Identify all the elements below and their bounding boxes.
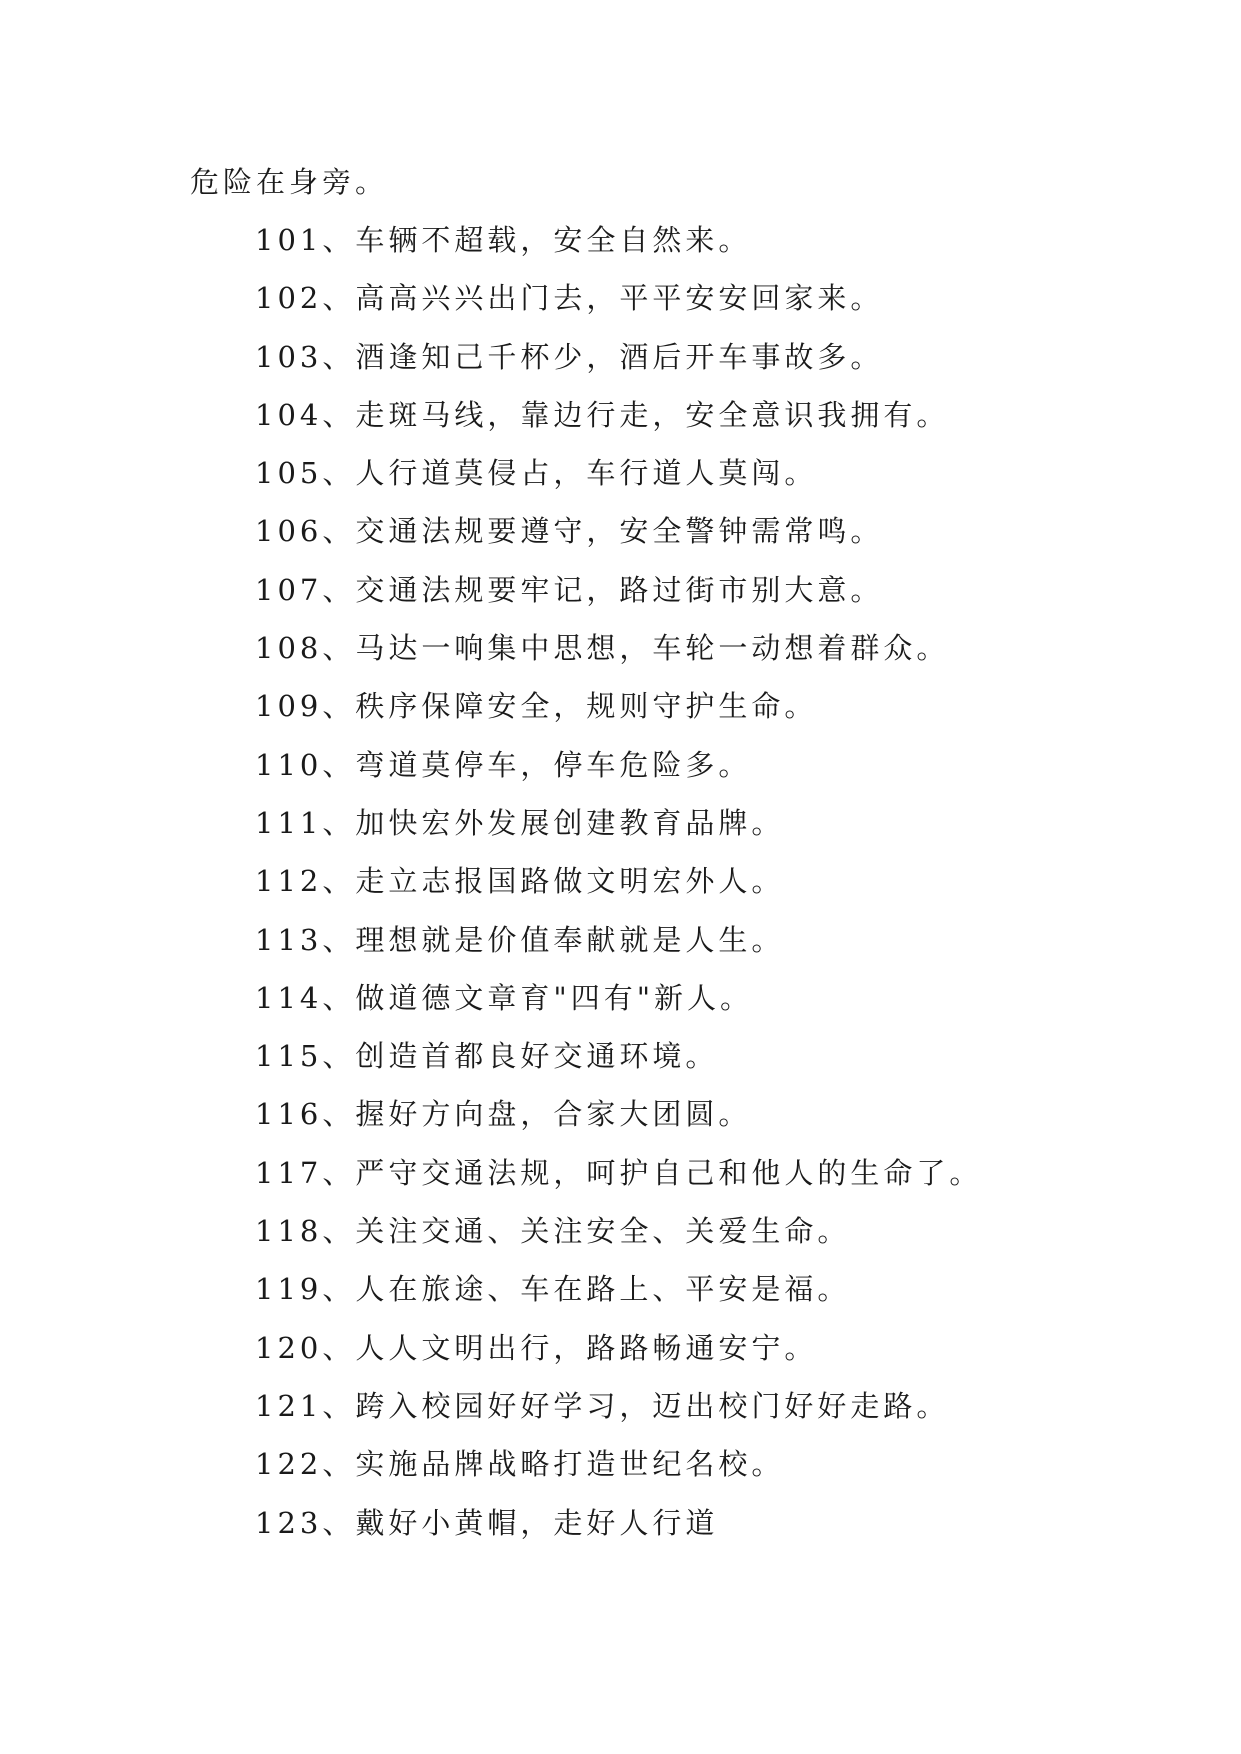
- list-item: 110、弯道莫停车，停车危险多。: [255, 747, 752, 782]
- list-item: 101、车辆不超载，安全自然来。: [255, 223, 752, 257]
- list-item: 104、走斑马线，靠边行走，安全意识我拥有。: [255, 397, 950, 432]
- list-item: 103、酒逢知己千杯少，酒后开车事故多。: [255, 339, 884, 374]
- list-item: 118、关注交通、关注安全、关爱生命。: [255, 1214, 851, 1249]
- list-item: 111、加快宏外发展创建教育品牌。: [255, 805, 785, 840]
- list-item: 113、理想就是价值奉献就是人生。: [255, 922, 785, 957]
- slogan-list: [255, 218, 982, 1559]
- list-item: 120、人人文明出行，路路畅通安宁。: [255, 1330, 818, 1365]
- list-item: 114、做道德文章育"四有"新人。: [255, 980, 754, 1015]
- list-item: 108、马达一响集中思想，车轮一动想着群众。: [255, 631, 950, 666]
- list-item: 116、握好方向盘，合家大团圆。: [255, 1097, 752, 1132]
- list-item: 122、实施品牌战略打造世纪名校。: [255, 1447, 785, 1482]
- list-item: 121、跨入校园好好学习，迈出校门好好走路。: [255, 1388, 950, 1423]
- list-item: 106、交通法规要遵守，安全警钟需常鸣。: [255, 514, 884, 549]
- list-item: 107、交通法规要牢记，路过街市别大意。: [255, 572, 884, 607]
- list-item: 112、走立志报国路做文明宏外人。: [255, 864, 785, 899]
- list-item: 102、高高兴兴出门去，平平安安回家来。: [255, 281, 884, 316]
- list-item: 115、创造首都良好交通环境。: [255, 1039, 719, 1074]
- list-item: 109、秩序保障安全，规则守护生命。: [255, 689, 818, 724]
- list-item: 119、人在旅途、车在路上、平安是福。: [255, 1272, 851, 1307]
- list-item: 117、严守交通法规，呵护自己和他人的生命了。: [255, 1155, 983, 1190]
- list-item: 105、人行道莫侵占，车行道人莫闯。: [255, 456, 818, 491]
- continuation-line: 危险在身旁。: [190, 165, 389, 199]
- list-item: 123、戴好小黄帽，走好人行道: [255, 1505, 719, 1540]
